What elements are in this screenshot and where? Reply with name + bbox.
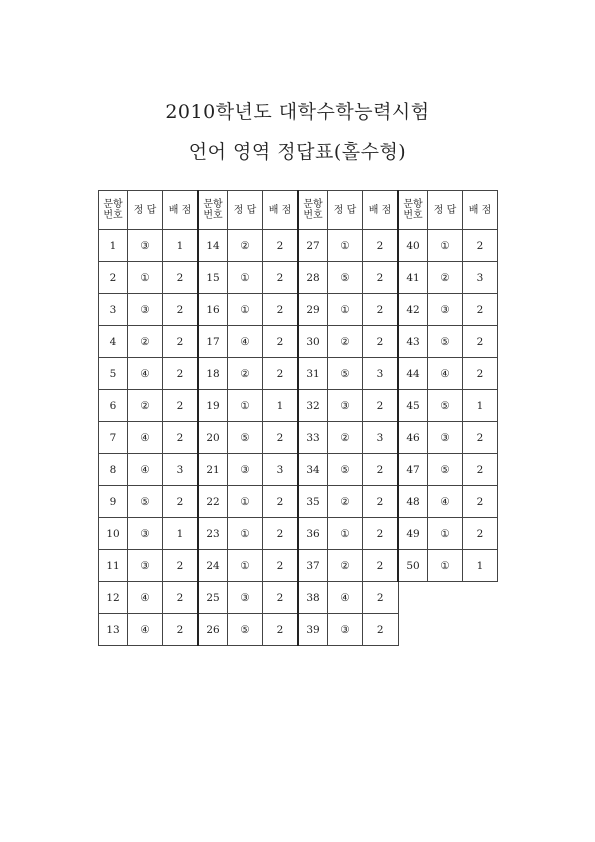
question-number: 6 (99, 390, 128, 422)
answer-cell: ② (228, 358, 263, 390)
answer-cell: ② (128, 326, 163, 358)
question-number: 44 (398, 358, 428, 390)
page-subtitle: 언어 영역 정답표(홀수형) (188, 141, 407, 163)
question-number: 31 (298, 358, 328, 390)
score-cell: 2 (263, 294, 299, 326)
question-number: 37 (298, 550, 328, 582)
answer-cell: ⑤ (328, 262, 363, 294)
score-cell: 2 (463, 294, 498, 326)
question-number: 40 (398, 230, 428, 262)
answer-cell: ① (228, 262, 263, 294)
score-cell: 2 (263, 518, 299, 550)
score-cell: 3 (463, 262, 498, 294)
table-row (99, 422, 498, 454)
answer-cell: ① (128, 262, 163, 294)
score-cell: 2 (463, 518, 498, 550)
question-number: 10 (99, 518, 128, 550)
empty-cell (398, 614, 428, 646)
score-cell: 2 (363, 294, 399, 326)
answer-cell: ③ (228, 454, 263, 486)
page-title: 2010학년도 대학수학능력시험 (165, 101, 430, 123)
table-row (99, 518, 498, 550)
answer-cell: ⑤ (428, 326, 463, 358)
question-number: 42 (398, 294, 428, 326)
question-number: 28 (298, 262, 328, 294)
answer-cell: ③ (428, 294, 463, 326)
question-number: 11 (99, 550, 128, 582)
header-answer: 정 답 (328, 191, 363, 230)
score-cell: 2 (263, 486, 299, 518)
score-cell: 2 (263, 358, 299, 390)
answer-cell: ④ (228, 326, 263, 358)
score-cell: 2 (263, 326, 299, 358)
header-score: 배 점 (163, 191, 199, 230)
answer-cell: ② (228, 230, 263, 262)
header-number: 문항 번호 (298, 191, 328, 230)
answer-cell: ② (328, 326, 363, 358)
score-cell: 2 (163, 486, 199, 518)
answer-cell: ④ (428, 486, 463, 518)
answer-cell: ① (328, 230, 363, 262)
score-cell: 2 (363, 518, 399, 550)
score-cell: 2 (363, 614, 399, 646)
score-cell: 2 (163, 550, 199, 582)
question-number: 13 (99, 614, 128, 646)
score-cell: 2 (263, 422, 299, 454)
question-number: 26 (198, 614, 228, 646)
score-cell: 2 (163, 294, 199, 326)
header-answer: 정 답 (428, 191, 463, 230)
score-cell: 2 (363, 230, 399, 262)
score-cell: 2 (463, 230, 498, 262)
answer-cell: ④ (128, 358, 163, 390)
answer-cell: ③ (128, 230, 163, 262)
score-cell: 2 (163, 390, 199, 422)
score-cell: 2 (363, 326, 399, 358)
score-cell: 2 (263, 614, 299, 646)
question-number: 18 (198, 358, 228, 390)
header-score: 배 점 (263, 191, 299, 230)
header-answer: 정 답 (228, 191, 263, 230)
answer-cell: ③ (328, 390, 363, 422)
table-row (99, 294, 498, 326)
header-score: 배 점 (463, 191, 498, 230)
score-cell: 2 (463, 454, 498, 486)
score-cell: 2 (163, 358, 199, 390)
score-cell: 3 (363, 358, 399, 390)
question-number: 2 (99, 262, 128, 294)
table-header-row (99, 191, 498, 230)
score-cell: 2 (163, 326, 199, 358)
table-row (99, 614, 498, 646)
answer-cell: ⑤ (128, 486, 163, 518)
table-row (99, 358, 498, 390)
answer-cell: ③ (328, 614, 363, 646)
question-number: 29 (298, 294, 328, 326)
score-cell: 2 (363, 390, 399, 422)
question-number: 41 (398, 262, 428, 294)
question-number: 36 (298, 518, 328, 550)
answer-cell: ① (228, 518, 263, 550)
score-cell: 2 (463, 326, 498, 358)
score-cell: 1 (163, 230, 199, 262)
score-cell: 2 (263, 582, 299, 614)
answer-cell: ② (128, 390, 163, 422)
question-number: 49 (398, 518, 428, 550)
table-row (99, 326, 498, 358)
question-number: 33 (298, 422, 328, 454)
question-number: 34 (298, 454, 328, 486)
empty-cell (428, 582, 463, 614)
table-row (99, 582, 498, 614)
question-number: 1 (99, 230, 128, 262)
score-cell: 2 (463, 358, 498, 390)
question-number: 7 (99, 422, 128, 454)
question-number: 5 (99, 358, 128, 390)
answer-cell: ① (328, 518, 363, 550)
answer-cell: ③ (428, 422, 463, 454)
answer-key-table (98, 190, 498, 646)
score-cell: 2 (263, 262, 299, 294)
answer-cell: ① (428, 230, 463, 262)
score-cell: 2 (163, 582, 199, 614)
answer-cell: ⑤ (328, 454, 363, 486)
question-number: 30 (298, 326, 328, 358)
answer-cell: ② (328, 486, 363, 518)
answer-cell: ④ (128, 582, 163, 614)
answer-cell: ① (228, 550, 263, 582)
question-number: 12 (99, 582, 128, 614)
table-row (99, 262, 498, 294)
answer-cell: ③ (128, 294, 163, 326)
score-cell: 3 (263, 454, 299, 486)
header-answer: 정 답 (128, 191, 163, 230)
answer-cell: ④ (328, 582, 363, 614)
answer-cell: ④ (428, 358, 463, 390)
answer-cell: ③ (228, 582, 263, 614)
empty-cell (463, 614, 498, 646)
answer-cell: ② (328, 422, 363, 454)
score-cell: 1 (263, 390, 299, 422)
question-number: 24 (198, 550, 228, 582)
answer-cell: ③ (128, 518, 163, 550)
question-number: 14 (198, 230, 228, 262)
question-number: 9 (99, 486, 128, 518)
answer-cell: ④ (128, 422, 163, 454)
question-number: 32 (298, 390, 328, 422)
question-number: 19 (198, 390, 228, 422)
question-number: 17 (198, 326, 228, 358)
score-cell: 2 (463, 486, 498, 518)
question-number: 38 (298, 582, 328, 614)
score-cell: 1 (463, 550, 498, 582)
answer-cell: ④ (128, 454, 163, 486)
answer-cell: ① (328, 294, 363, 326)
question-number: 16 (198, 294, 228, 326)
answer-cell: ④ (128, 614, 163, 646)
score-cell: 2 (163, 422, 199, 454)
question-number: 48 (398, 486, 428, 518)
question-number: 25 (198, 582, 228, 614)
score-cell: 2 (363, 262, 399, 294)
question-number: 39 (298, 614, 328, 646)
answer-cell: ② (328, 550, 363, 582)
question-number: 47 (398, 454, 428, 486)
answer-cell: ③ (128, 550, 163, 582)
score-cell: 2 (163, 614, 199, 646)
score-cell: 2 (363, 550, 399, 582)
question-number: 23 (198, 518, 228, 550)
empty-cell (398, 582, 428, 614)
question-number: 4 (99, 326, 128, 358)
question-number: 3 (99, 294, 128, 326)
answer-cell: ⑤ (228, 422, 263, 454)
table-row (99, 550, 498, 582)
score-cell: 1 (463, 390, 498, 422)
score-cell: 2 (363, 486, 399, 518)
score-cell: 2 (263, 550, 299, 582)
score-cell: 3 (163, 454, 199, 486)
question-number: 46 (398, 422, 428, 454)
table-row (99, 486, 498, 518)
empty-cell (463, 582, 498, 614)
answer-cell: ⑤ (228, 614, 263, 646)
header-score: 배 점 (363, 191, 399, 230)
answer-cell: ① (428, 550, 463, 582)
question-number: 22 (198, 486, 228, 518)
empty-cell (428, 614, 463, 646)
table-row (99, 454, 498, 486)
answer-cell: ⑤ (428, 390, 463, 422)
question-number: 50 (398, 550, 428, 582)
score-cell: 2 (363, 582, 399, 614)
answer-cell: ① (428, 518, 463, 550)
question-number: 35 (298, 486, 328, 518)
answer-cell: ① (228, 390, 263, 422)
score-cell: 2 (263, 230, 299, 262)
answer-cell: ⑤ (428, 454, 463, 486)
answer-cell: ① (228, 294, 263, 326)
score-cell: 1 (163, 518, 199, 550)
question-number: 8 (99, 454, 128, 486)
question-number: 43 (398, 326, 428, 358)
question-number: 15 (198, 262, 228, 294)
question-number: 27 (298, 230, 328, 262)
answer-cell: ② (428, 262, 463, 294)
question-number: 21 (198, 454, 228, 486)
header-number: 문항 번호 (198, 191, 228, 230)
table-row (99, 230, 498, 262)
score-cell: 2 (163, 262, 199, 294)
score-cell: 2 (463, 422, 498, 454)
question-number: 45 (398, 390, 428, 422)
table-row (99, 390, 498, 422)
answer-cell: ⑤ (328, 358, 363, 390)
header-number: 문항 번호 (398, 191, 428, 230)
header-number: 문항 번호 (99, 191, 128, 230)
score-cell: 2 (363, 454, 399, 486)
score-cell: 3 (363, 422, 399, 454)
answer-cell: ① (228, 486, 263, 518)
question-number: 20 (198, 422, 228, 454)
